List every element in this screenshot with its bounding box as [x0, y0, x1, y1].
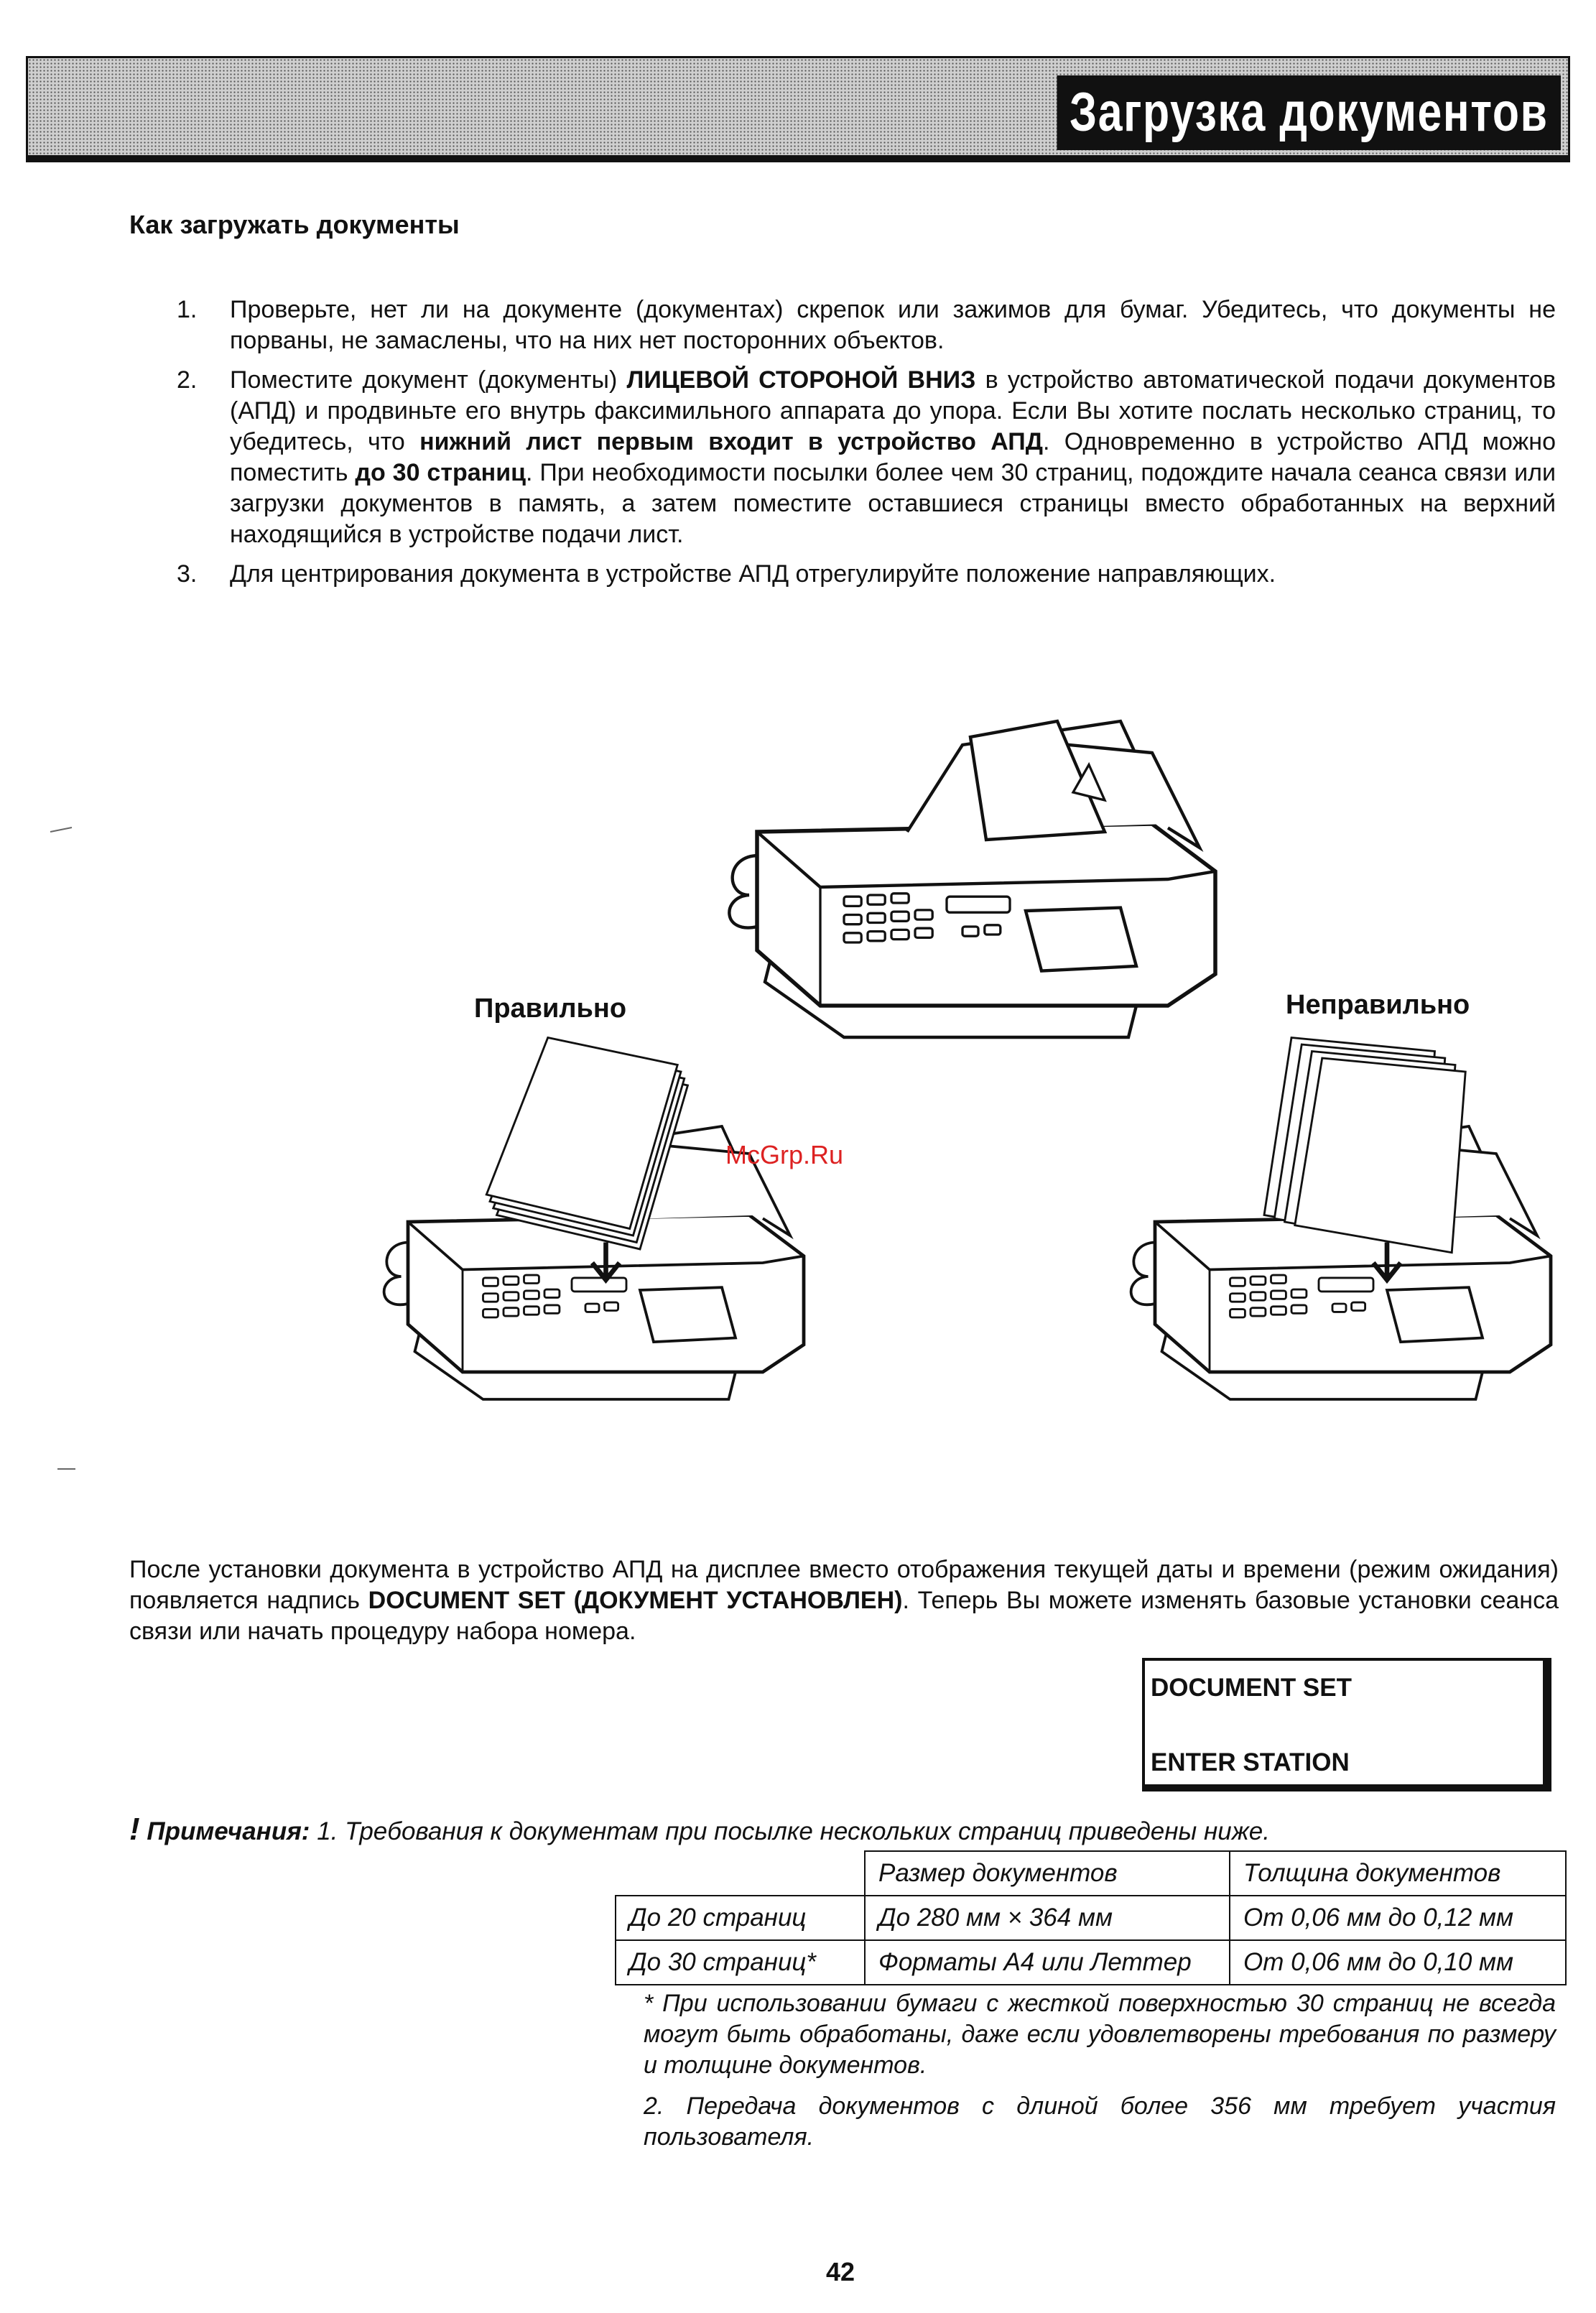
footnotes	[644, 1988, 1556, 2153]
table-cell: От 0,06 мм до 0,12 мм	[1230, 1896, 1566, 1940]
display-panel	[1142, 1658, 1551, 1791]
footnote: 2. Передача документов с длиной более 356 мм требует участия пользователя.	[644, 2092, 1556, 2151]
table-row	[616, 1940, 1566, 1985]
page-title: Загрузка документов	[1057, 75, 1561, 150]
table-header-cell: Размер документов	[865, 1851, 1230, 1896]
watermark: McGrp.Ru	[725, 1140, 844, 1169]
table-cell: До 280 мм × 364 мм	[865, 1896, 1230, 1940]
table-cell: Форматы А4 или Леттер	[865, 1940, 1230, 1985]
step-number: 1.	[177, 296, 198, 323]
display-paragraph	[129, 1554, 1559, 1647]
warning-icon: !	[129, 1812, 140, 1847]
requirements-table	[615, 1850, 1567, 1985]
step-text: Для центрирования документа в устройстве АПД отрегулируйте положение направляющих.	[230, 560, 1276, 588]
step-text: Поместите документ (документы)	[230, 366, 627, 394]
step-text: . При необходимости посылки более чем 30 страниц, подождите начала сеанса связи или загрузки документов в память, а затем поместите оставшиеся страницы вместо обработанных на верхний находящийся в устройстве подачи лист.	[230, 459, 1556, 548]
table-cell: До 20 страниц	[616, 1896, 865, 1940]
correct-label: Правильно	[474, 993, 627, 1024]
footnote: * При использовании бумаги с жесткой поверхностью 30 страниц не всегда могут быть обработаны, даже если удовлетворены требования по размеру и толщине документов.	[644, 1990, 1556, 2079]
table-cell: От 0,06 мм до 0,10 мм	[1230, 1940, 1566, 1985]
step-emphasis: нижний лист первым входит в устройство АПД	[419, 428, 1043, 455]
display-line-1: DOCUMENT SET	[1151, 1674, 1352, 1702]
paragraph-text: После установки документа в устройство АПД на дисплее вместо отображения текущей даты и времени (режим ожидания) появляется надпись	[129, 1556, 1559, 1614]
table-header-cell: Толщина документов	[1230, 1851, 1566, 1896]
table-cell: До 30 страниц*	[616, 1940, 865, 1985]
display-line-2: ENTER STATION	[1151, 1748, 1350, 1776]
notes-text: 1. Требования к документам при посылке нескольких страниц приведены ниже.	[310, 1817, 1270, 1845]
page-number: 42	[826, 2257, 855, 2286]
section-heading: Как загружать документы	[129, 210, 460, 239]
incorrect-label: Неправильно	[1286, 990, 1470, 1020]
paragraph-emphasis: DOCUMENT SET (ДОКУМЕНТ УСТАНОВЛЕН)	[368, 1587, 903, 1614]
step-emphasis: ЛИЦЕВОЙ СТОРОНОЙ ВНИЗ	[626, 366, 976, 394]
table-row	[616, 1896, 1566, 1940]
notes-line	[129, 1812, 1270, 1848]
notes-label: Примечания:	[147, 1817, 310, 1845]
step-number: 2.	[177, 366, 198, 394]
table-header-row	[616, 1851, 1566, 1896]
paragraph-text: . Теперь Вы можете изменять базовые установки сеанса связи или начать процедуру набора номера.	[129, 1587, 1559, 1645]
step-number: 3.	[177, 560, 198, 588]
table-header-cell	[616, 1851, 865, 1896]
step-text: в устройство автоматической подачи документов (АПД) и продвиньте его внутрь факсимильного аппарата до упора. Если Вы хотите послать несколько страниц, то убедитесь, что	[230, 366, 1556, 455]
step-text: . Одновременно в устройство АПД можно поместить	[230, 428, 1556, 486]
step-emphasis: до 30 страниц	[355, 459, 526, 486]
step-text: Проверьте, нет ли на документе (документах) скрепок или зажимов для бумаг. Убедитесь, что документы не порваны, не замаслены, что на них нет посторонних объектов.	[230, 296, 1556, 354]
